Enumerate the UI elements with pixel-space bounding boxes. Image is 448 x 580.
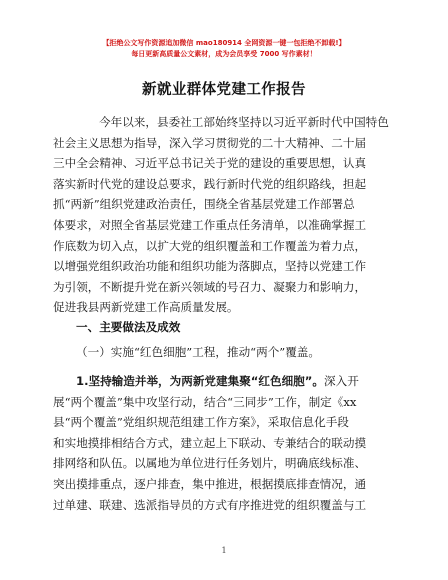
paragraph-line: 体要求，对照全省基层党建工作重点任务清单，以准确掌握工 <box>53 217 367 232</box>
section-heading: 一、主要做法及成效 <box>76 320 181 334</box>
point-lead: 1.坚持输造并举，为两新党建集聚“红色细胞”。 <box>76 374 324 388</box>
paragraph-line: 社会主义思想为指导，深入学习贯彻党的二十大精神、二十届 <box>53 135 367 150</box>
paragraph-line: 和实地摸排相结合方式，建立起上下联动、专兼结合的联动摸 <box>53 435 367 450</box>
paragraph-line: 今年以来，县委社工部始终坚持以习近平新时代中国特色 <box>99 115 389 129</box>
paragraph-line: 以增强党组织政治功能和组织功能为落脚点，坚持以党建工作 <box>53 259 367 274</box>
paragraph-line: 县“两个覆盖”党组织规范组建工作方案》，采取信息化手段 <box>53 415 349 430</box>
paragraph-line: 落实新时代党的建设总要求，践行新时代党的组织路线，担起 <box>53 176 367 191</box>
paragraph-line: 抓“两新”组织党建政治责任，围绕全省基层党建工作部署总 <box>53 197 355 212</box>
intro-paragraph <box>53 112 398 318</box>
point-text: 深入开 <box>324 374 359 388</box>
page-number: 1 <box>221 546 227 555</box>
paragraph-line <box>53 371 398 392</box>
point-paragraph <box>53 371 398 515</box>
paragraph-line: 三中全会精神、习近平总书记关于党的建设的重要思想，认真 <box>53 156 367 171</box>
paragraph-line: 过单建、联建、选派指导员的方式有序推进党的组织覆盖与工 <box>53 497 367 512</box>
paragraph-line: 促进我县两新党建工作高质量发展。 <box>53 300 239 315</box>
document-title: 新就业群体党建工作报告 <box>142 82 306 98</box>
paragraph-line: 排网络和队伍。以属地为单位进行任务划片，明确底线标准、 <box>53 456 367 471</box>
paragraph-line: 突出摸排重点，逐户排查，集中推进，根据摸底排查情况，通 <box>53 476 367 491</box>
paragraph-line: 作底数为切入点，以扩大党的组织覆盖和工作覆盖为着力点， <box>53 238 367 253</box>
paragraph-line: 为引领，不断提升党在新兴领域的号召力、凝聚力和影响力， <box>53 279 367 294</box>
subsection-heading: （一）实施“红色细胞”工程，推动“两个”覆盖。 <box>76 345 320 359</box>
promo-banner-line-2: 每日更新高质量公文素材，成为会员享受 7000 写作素材！ <box>131 50 317 58</box>
paragraph-line: 展“两个覆盖”集中攻坚行动，结合“三同步”工作，制定《xx <box>53 394 357 409</box>
promo-banner-line-1: 【拒绝公文写作资源追加微信 mao180914 全网资源一键一包拒绝不卸载!】 <box>102 39 346 47</box>
